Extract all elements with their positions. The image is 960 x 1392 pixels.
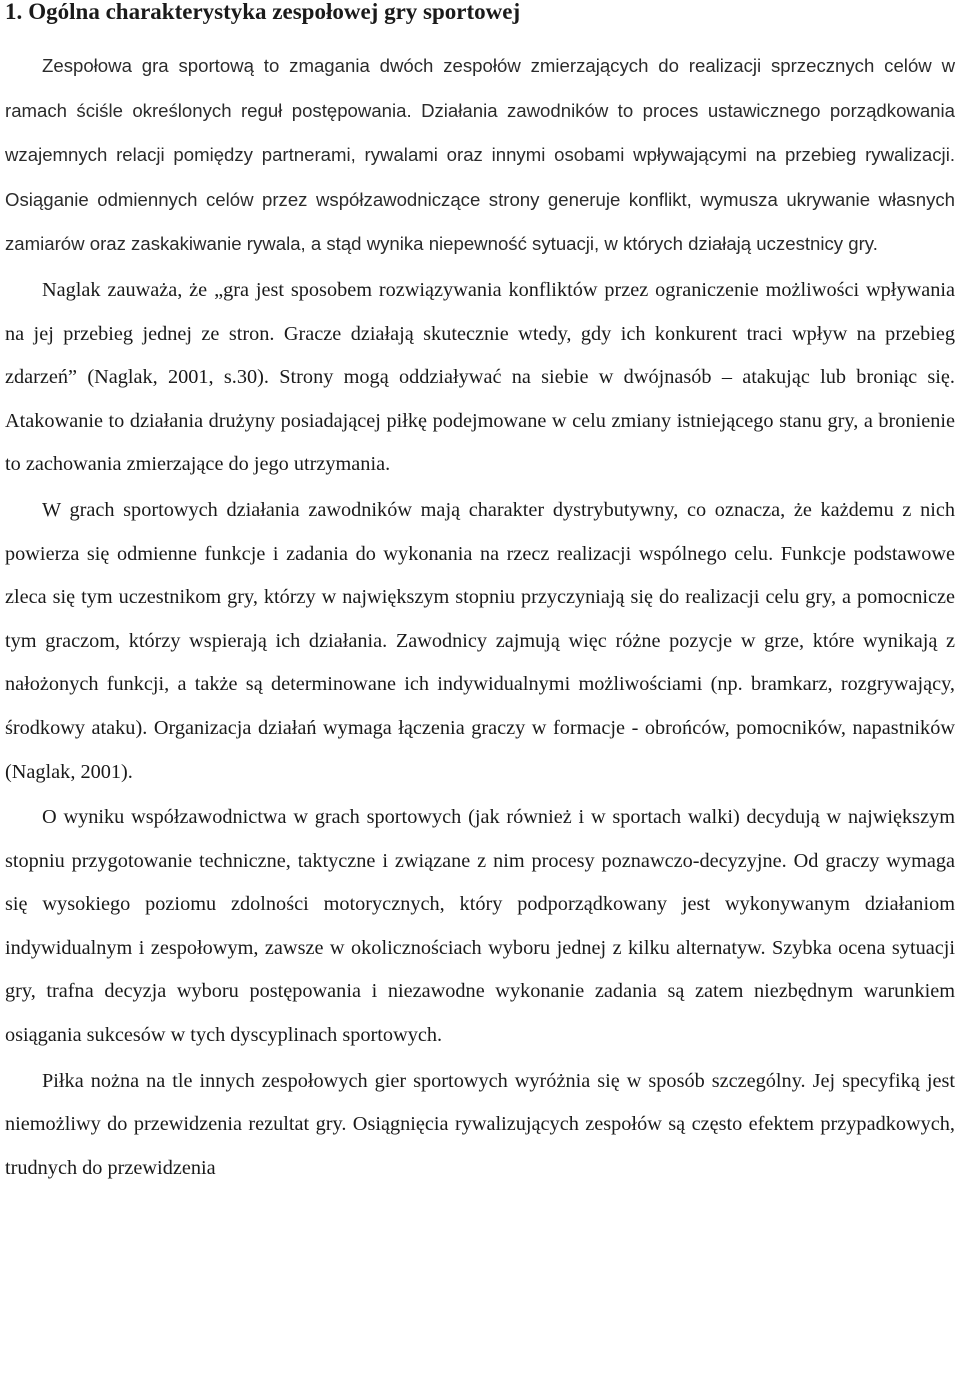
paragraph-3-text: W grach sportowych działania zawodników mają charakter dystrybutywny, co oznacza, że każdemu z nich powierza się odmienne funkcje i zadania do wykonania na rzecz realizacji wspólnego celu. Funkcje podstawowe zleca się tym uczestnikom gry, którzy w największym stopniu przyczyniają się do realizacji celu gry, a pomocnicze tym graczom, którzy wspierają ich działania. Zawodnicy zajmują więc różne pozycje w grze, które wynikają z nałożonych funkcji, a także są determinowane ich indywidualnymi możliwościami (np. bramkarz, rozgrywający, środkowy ataku). Organizacja działań wymaga łączenia graczy w formacje - obrońców, pomocników, napastników (Naglak, 2001). bbox=[5, 498, 955, 783]
section-heading bbox=[5, 0, 955, 26]
paragraph-5 bbox=[5, 1060, 955, 1191]
paragraph-1-part-1: Zespołowa gra sportową to zmagania dwóch zespołów zmierzających do realizacji sprzecznych celów w ramach ściśle określonych reguł postępowania. bbox=[5, 55, 955, 121]
paragraph-1-part-2: Działania zawodników to proces ustawicznego porządkowania wzajemnych relacji pomiędzy partnerami, rywalami oraz innymi osobami wpływającymi na przebieg rywalizacji. bbox=[5, 99, 955, 166]
paragraph-1 bbox=[5, 44, 955, 267]
paragraph-4-text: O wyniku współzawodnictwa w grach sportowych (jak również i w sportach walki) decydują w największym stopniu przygotowanie techniczne, taktyczne i związane z nim procesy poznawczo-decyzyjne. Od graczy wymaga się wysokiego poziomu zdolności motorycznych, który podporządkowany jest wykonywanym działaniom indywidualnym i zespołowym, zawsze w okolicznościach wyboru jednej z kilku alternatyw. Szybka ocena sytuacji gry, trafna decyzja wyboru postępowania i niezawodne wykonanie zadania są zatem niezbędnym warunkiem osiągania sukcesów w tych dyscyplinach sportowych. bbox=[5, 806, 955, 1047]
paragraph-2 bbox=[5, 269, 955, 487]
paragraph-3 bbox=[5, 489, 955, 794]
paragraph-2-text: Naglak zauważa, że „gra jest sposobem rozwiązywania konfliktów przez ograniczenie możliwości wpływania na jej przebieg jednej ze stron. Gracze działają skutecznie wtedy, gdy ich konkurent traci wpływ na przebieg zdarzeń” (Naglak, 2001, s.30). Strony mogą oddziaływać na siebie w dwójnasób – atakując lub broniąc się. Atakowanie to działania drużyny posiadającej piłkę podejmowane w celu zmiany istniejącego stanu gry, a bronienie to zachowania zmierzające do jego utrzymania. bbox=[5, 278, 955, 476]
section-title: Ogólna charakterystyka zespołowej gry sportowej bbox=[28, 0, 521, 24]
paragraph-5-text: Piłka nożna na tle innych zespołowych gier sportowych wyróżnia się w sposób szczególny. Jej specyfiką jest niemożliwy do przewidzenia rezultat gry. Osiągnięcia rywalizujących zespołów są często efektem przypadkowych, trudnych do przewidzenia bbox=[5, 1069, 955, 1179]
paragraph-4 bbox=[5, 796, 955, 1058]
section-number: 1. bbox=[5, 0, 23, 24]
paragraph-1-part-3: Osiąganie odmiennych celów przez współzawodniczące strony generuje konflikt, wymusza ukrywanie własnych zamiarów oraz zaskakiwanie rywala, a stąd wynika niepewność sytuacji, w których działają uczestnicy gry. bbox=[5, 188, 955, 255]
